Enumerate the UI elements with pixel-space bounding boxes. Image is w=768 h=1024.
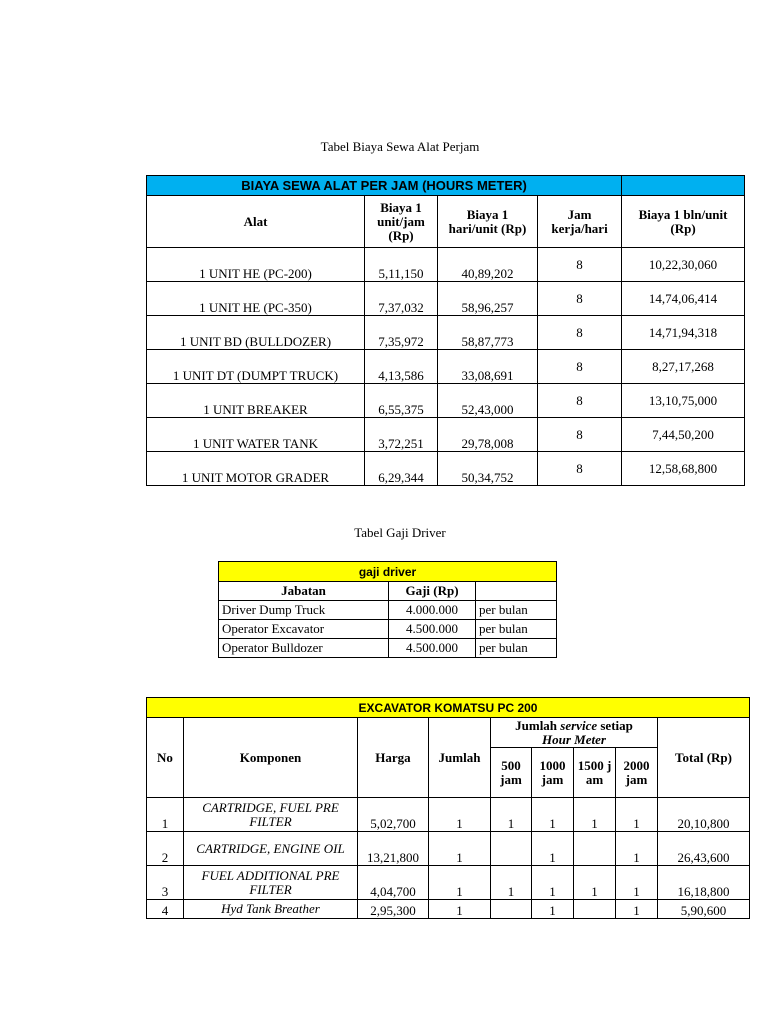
alat-cell: 1 UNIT HE (PC-200): [147, 248, 365, 282]
komponen-cell: CARTRIDGE, FUEL PRE FILTER: [184, 798, 358, 832]
biaya-jam-cell: 7,37,032: [365, 282, 438, 316]
s1000-cell: 1: [532, 900, 574, 919]
alat-cell: 1 UNIT HE (PC-350): [147, 282, 365, 316]
s1000-cell: 1: [532, 832, 574, 866]
biaya-bulan-cell: 12,58,68,800: [622, 452, 745, 486]
s1500-cell: 1: [574, 866, 616, 900]
biaya-jam-cell: 3,72,251: [365, 418, 438, 452]
jam-kerja-cell: 8: [538, 350, 622, 384]
biaya-jam-cell: 6,55,375: [365, 384, 438, 418]
header-alat: Alat: [147, 196, 365, 248]
header-service-italic: service: [560, 717, 598, 733]
driver-salary-table: [218, 561, 557, 658]
jumlah-cell: 1: [429, 832, 491, 866]
alat-cell: 1 UNIT BREAKER: [147, 384, 365, 418]
biaya-hari-cell: 40,89,202: [438, 248, 538, 282]
komponen-cell: CARTRIDGE, ENGINE OIL: [184, 832, 358, 866]
table-row: [147, 418, 745, 452]
no-cell: 4: [147, 900, 184, 919]
jam-kerja-cell: 8: [538, 452, 622, 486]
table1-caption: Tabel Biaya Sewa Alat Perjam: [320, 139, 480, 154]
header-jabatan: Jabatan: [219, 582, 389, 601]
rental-cost-table: [146, 175, 745, 486]
s2000-cell: 1: [616, 866, 658, 900]
salary-table-title: gaji driver: [219, 562, 557, 582]
jam-kerja-cell: 8: [538, 316, 622, 350]
header-komponen: Komponen: [184, 718, 358, 798]
biaya-jam-cell: 7,35,972: [365, 316, 438, 350]
header-blank: [476, 582, 557, 601]
gaji-cell: 4.500.000: [389, 639, 476, 658]
biaya-bulan-cell: 8,27,17,268: [622, 350, 745, 384]
jabatan-cell: Driver Dump Truck: [219, 601, 389, 620]
header-no: No: [147, 718, 184, 798]
table-row: [147, 350, 745, 384]
header-1500: 1500 jam: [574, 748, 616, 798]
biaya-hari-cell: 50,34,752: [438, 452, 538, 486]
no-cell: 2: [147, 832, 184, 866]
biaya-jam-cell: 6,29,344: [365, 452, 438, 486]
s500-cell: [491, 832, 532, 866]
harga-cell: 4,04,700: [358, 866, 429, 900]
biaya-hari-cell: 58,87,773: [438, 316, 538, 350]
total-cell: 20,10,800: [658, 798, 750, 832]
header-service: [491, 718, 658, 748]
table-row: [147, 282, 745, 316]
jabatan-cell: Operator Excavator: [219, 620, 389, 639]
harga-cell: 5,02,700: [358, 798, 429, 832]
alat-cell: 1 UNIT WATER TANK: [147, 418, 365, 452]
s2000-cell: 1: [616, 900, 658, 919]
header-biaya-jam: Biaya 1 unit/jam (Rp): [365, 196, 438, 248]
jabatan-cell: Operator Bulldozer: [219, 639, 389, 658]
harga-cell: 2,95,300: [358, 900, 429, 919]
header-gaji: Gaji (Rp): [389, 582, 476, 601]
alat-cell: 1 UNIT BD (BULLDOZER): [147, 316, 365, 350]
header-harga: Harga: [358, 718, 429, 798]
total-cell: 26,43,600: [658, 832, 750, 866]
s500-cell: 1: [491, 798, 532, 832]
table-row: [219, 639, 557, 658]
table-row: [147, 832, 750, 866]
biaya-jam-cell: 4,13,586: [365, 350, 438, 384]
s1500-cell: [574, 832, 616, 866]
header-jam-kerja: Jam kerja/hari: [538, 196, 622, 248]
table-row: [147, 452, 745, 486]
biaya-jam-cell: 5,11,150: [365, 248, 438, 282]
biaya-bulan-cell: 7,44,50,200: [622, 418, 745, 452]
table-row: [219, 620, 557, 639]
table-row: [147, 384, 745, 418]
alat-cell: 1 UNIT DT (DUMPT TRUCK): [147, 350, 365, 384]
biaya-hari-cell: 52,43,000: [438, 384, 538, 418]
komponen-cell: Hyd Tank Breather: [184, 900, 358, 919]
table2-caption: Tabel Gaji Driver: [354, 525, 446, 540]
jam-kerja-cell: 8: [538, 282, 622, 316]
table-row: [219, 601, 557, 620]
header-hour-meter: Hour Meter: [542, 731, 606, 747]
total-cell: 5,90,600: [658, 900, 750, 919]
rental-title-blank: [622, 176, 745, 196]
excavator-table: [146, 697, 750, 919]
jam-kerja-cell: 8: [538, 248, 622, 282]
biaya-bulan-cell: 10,22,30,060: [622, 248, 745, 282]
excavator-table-title: EXCAVATOR KOMATSU PC 200: [147, 698, 750, 718]
table-row: [147, 248, 745, 282]
s1000-cell: 1: [532, 866, 574, 900]
gaji-cell: 4.000.000: [389, 601, 476, 620]
s2000-cell: 1: [616, 832, 658, 866]
period-cell: per bulan: [476, 639, 557, 658]
s500-cell: 1: [491, 866, 532, 900]
s1500-cell: 1: [574, 798, 616, 832]
no-cell: 3: [147, 866, 184, 900]
rental-table-title: BIAYA SEWA ALAT PER JAM (HOURS METER): [147, 176, 622, 196]
alat-cell: 1 UNIT MOTOR GRADER: [147, 452, 365, 486]
header-biaya-hari: Biaya 1 hari/unit (Rp): [438, 196, 538, 248]
harga-cell: 13,21,800: [358, 832, 429, 866]
biaya-hari-cell: 33,08,691: [438, 350, 538, 384]
s1000-cell: 1: [532, 798, 574, 832]
period-cell: per bulan: [476, 601, 557, 620]
header-500: 500 jam: [491, 748, 532, 798]
table-row: [147, 900, 750, 919]
header-service-post: setiap: [597, 717, 633, 733]
biaya-bulan-cell: 14,71,94,318: [622, 316, 745, 350]
jumlah-cell: 1: [429, 866, 491, 900]
biaya-hari-cell: 58,96,257: [438, 282, 538, 316]
biaya-bulan-cell: 14,74,06,414: [622, 282, 745, 316]
period-cell: per bulan: [476, 620, 557, 639]
table-row: [147, 798, 750, 832]
no-cell: 1: [147, 798, 184, 832]
table-row: [147, 866, 750, 900]
header-2000: 2000 jam: [616, 748, 658, 798]
biaya-hari-cell: 29,78,008: [438, 418, 538, 452]
header-biaya-bulan: Biaya 1 bln/unit (Rp): [622, 196, 745, 248]
biaya-bulan-cell: 13,10,75,000: [622, 384, 745, 418]
s500-cell: [491, 900, 532, 919]
header-service-pre: Jumlah: [515, 717, 561, 733]
komponen-cell: FUEL ADDITIONAL PRE FILTER: [184, 866, 358, 900]
jumlah-cell: 1: [429, 900, 491, 919]
total-cell: 16,18,800: [658, 866, 750, 900]
jam-kerja-cell: 8: [538, 384, 622, 418]
header-1000: 1000 jam: [532, 748, 574, 798]
jam-kerja-cell: 8: [538, 418, 622, 452]
table-row: [147, 316, 745, 350]
s2000-cell: 1: [616, 798, 658, 832]
gaji-cell: 4.500.000: [389, 620, 476, 639]
s1500-cell: [574, 900, 616, 919]
header-jumlah: Jumlah: [429, 718, 491, 798]
header-total: Total (Rp): [658, 718, 750, 798]
jumlah-cell: 1: [429, 798, 491, 832]
